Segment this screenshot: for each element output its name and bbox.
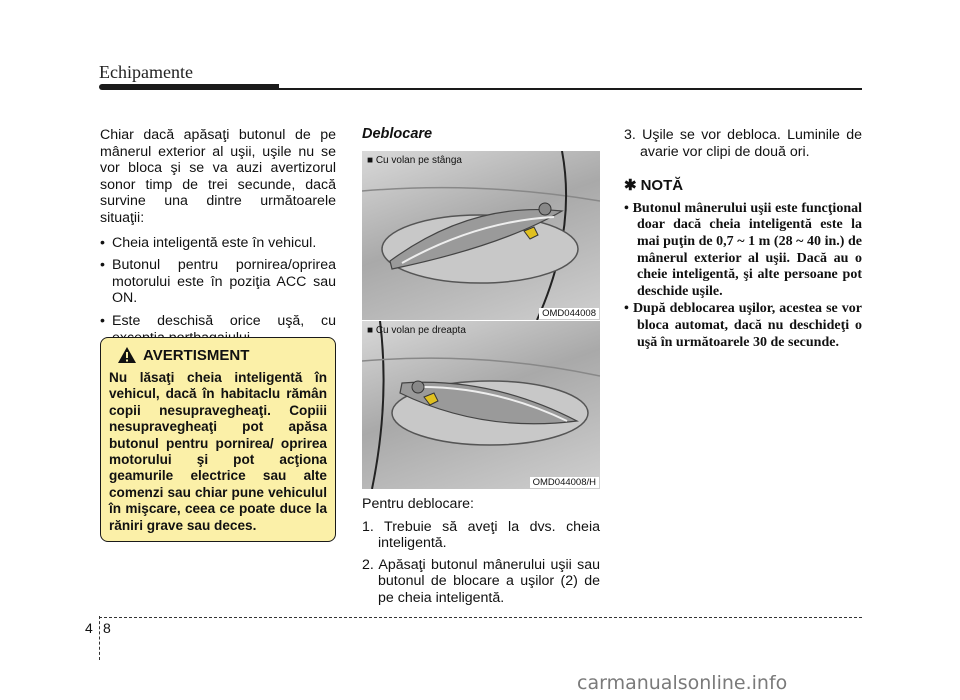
image-caption: ■ Cu volan pe dreapta: [367, 325, 466, 336]
door-handle-illustration: [362, 321, 600, 489]
section-title: Deblocare: [362, 126, 433, 142]
door-handle-image-right: [362, 321, 600, 489]
warning-triangle-icon: [117, 346, 137, 364]
warning-title: AVERTISMENT: [143, 346, 250, 364]
unlock-steps: [362, 496, 600, 612]
steps-intro: Pentru deblocare:: [362, 496, 474, 512]
watermark: carmanualsonline.info: [577, 672, 788, 694]
warning-box: [100, 337, 336, 542]
header-title: Echipamente: [99, 62, 193, 82]
warning-text: Nu lăsaţi cheia inteligentă în vehicul, dacă în habitaclu rămân copii nesupravegheaţi. Copiii nesupravegheaţi pot apăsa butonul pentru pornirea/ oprirea motorului şi pot acţiona geamurile electrice sau alte comenzi sau chiar pune vehiculul în mişcare, ceea ce poate duce la răniri grave sau deces.: [109, 370, 327, 533]
door-handle-illustration: [362, 151, 600, 320]
footer-line: [99, 617, 862, 618]
list-item: 1. Trebuie să aveţi la dvs. cheia inteligentă.: [362, 518, 600, 552]
list-item: 3. Uşile se vor debloca. Luminile de avarie vor clipi de două ori.: [624, 127, 862, 160]
note-star-icon: ✱: [624, 177, 637, 195]
image-code: OMD044008/H: [530, 477, 599, 488]
list-item: • Este deschisă orice uşă, cu: [100, 313, 336, 346]
header-bar-thick: [99, 84, 279, 90]
list-item: • Butonul pentru pornirea/oprirea motorului este în poziţia ACC sau ON.: [100, 257, 336, 307]
intro-paragraph: Chiar dacă apăsaţi butonul de pe mânerul exterior al uşii, uşile nu se vor bloca şi se va auzi avertizorul sonor timp de trei secunde, dacă survine una dintre următoarele situaţii:: [100, 127, 336, 226]
warning-header: [117, 346, 327, 364]
column-right: [624, 127, 862, 352]
image-code: OMD044008: [539, 308, 599, 319]
image-caption: ■ Cu volan pe stânga: [367, 155, 462, 166]
chapter-number: 4: [85, 620, 93, 636]
column-middle: [362, 126, 600, 143]
page-number: 8: [103, 620, 111, 636]
steps-list: [362, 519, 600, 607]
condition-list: [100, 235, 336, 347]
footer-divider: [99, 616, 101, 660]
note-header: [624, 178, 862, 195]
list-item: • După deblocarea uşilor, acestea se vor bloca automat, dacă nu deschideţi o uşă în următoarele 30 de secunde.: [624, 301, 862, 350]
list-item: 2. Apăsaţi butonul mânerului uşii sau butonul de blocare a uşilor (2) de pe cheia inteligentă.: [362, 556, 600, 606]
header-bar-thin: [270, 88, 862, 90]
steps-list-continued: [624, 127, 862, 160]
door-handle-image-left: [362, 151, 600, 320]
list-item: • Butonul mânerului uşii este funcţional doar dacă cheia inteligentă este la mai puţin de 0,7 ~ 1 m (28 ~ 40 in.) de mânerul exterior al uşii. Dacă au o cheie inteligentă, şi alte persoane pot deschide uşile.: [624, 200, 862, 299]
note-list: [624, 201, 862, 351]
note-title: NOTĂ: [640, 177, 684, 195]
column-left: [100, 127, 336, 352]
list-item: • Cheia inteligentă este în vehicul.: [100, 235, 336, 252]
